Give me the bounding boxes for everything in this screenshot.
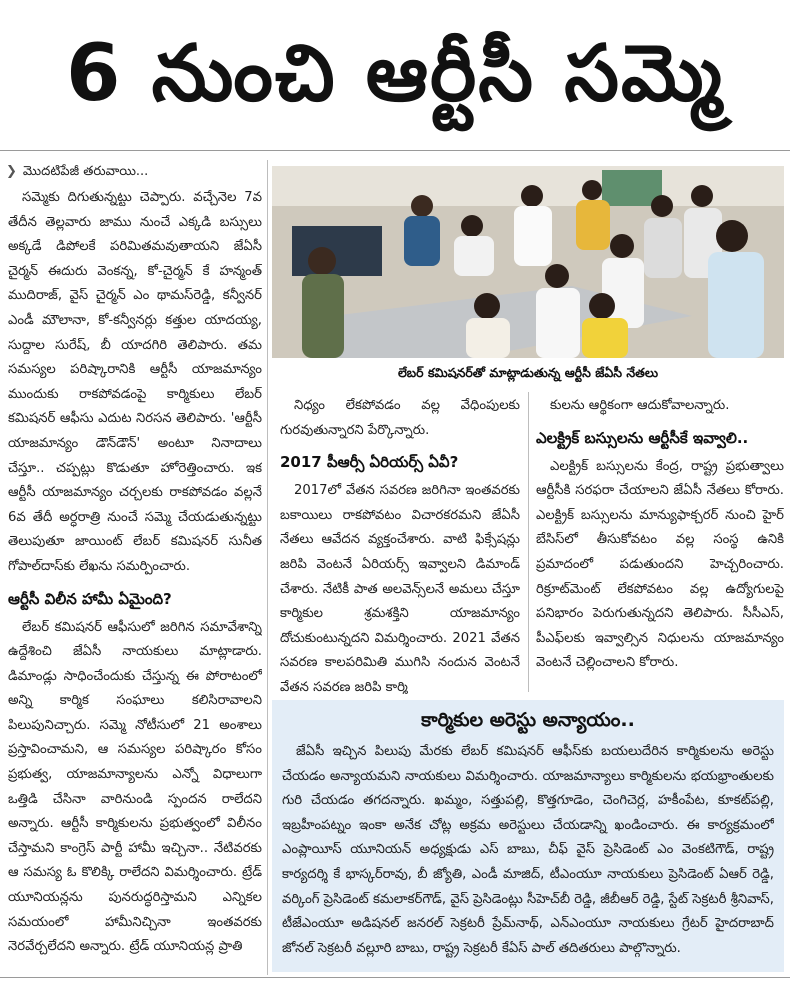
boxed-story-paragraph: జేఏసీ ఇచ్చిన పిలుపు మేరకు లేబర్ కమిషనర్ ఆఫీస్‌కు బయలుదేరిన కార్మికులను అరెస్టు చేయడం అన్యాయమని నాయకులు విమర్శించారు. యాజమాన్యాలు కార్మికులను భయభ్రాంతులకు గురి చేయడం తగదన్నారు. ఖమ్మం, సత్తుపల్లి, కొత్తగూడెం, చెంగిచెర్ల, హకీంపేట, కూకట్‌పల్లి, ఇబ్రహీంపట్నం ఇంకా అనేక చోట్ల అక్రమ అరెస్టులు చేయడాన్ని ఖండించారు. ఈ కార్యక్రమంలో ఎంప్లాయీస్ యూనియన్ అధ్యక్షుడు ఎస్ బాబు, చీఫ్ వైస్ ప్రెసిడెంట్ ఎం వెంకటిగౌడ్, రాష్ట్ర కార్యదర్శి కే భాస్కర్‌రావు, బీ జ్యోతి, ఎండీ మాజిద్, టీఎంయూ నాయకులు ప్రెసిడెంట్ ఏఆర్ రెడ్డి, వర్కింగ్ ప్రెసిడెంట్ కమలాకర్‌గౌడ్, వైస్ ప్రెసిడెంట్లు సీహెచ్‌బీ రెడ్డి, జీబీఆర్ రెడ్డి, స్టేట్ సెక్రటరీ శ్రీనివాస్, టీజేఎంయూ అడిషనల్ జనరల్ సెక్రటరీ ప్రేమ్‌నాథ్, ఎన్ఎంయూ నాయకులు గ్రేటర్ హైదరాబాద్ జోనల్ సెక్రటరీ వల్లూరి బాబు, రాష్ట్ర సెక్రటరీ కేఏస్ పాల్ తదితరులు పాల్గొన్నారు. <box>282 744 774 956</box>
photo-caption: లేబర్ కమిషనర్‌తో మాట్లాడుతున్న ఆర్టీసీ జేఏసీ నేతలు <box>397 365 659 380</box>
chevron-right-icon: ❯ <box>6 164 17 179</box>
continued-label <box>6 160 266 184</box>
headline-divider <box>0 150 790 151</box>
middle-subheading: 2017 పీఆర్సీ ఏరియర్స్ ఏవీ? <box>280 453 459 472</box>
middle-paragraph-1: నిధ్యం లేకపోవడం వల్ల వేధింపులకు గురవుతున్నారని పేర్కొన్నారు. <box>280 398 520 438</box>
boxed-story-body <box>282 740 774 966</box>
right-column <box>536 394 784 694</box>
middle-column <box>280 394 520 694</box>
boxed-story-title: కార్మికుల అరెస్టు అన్యాయం.. <box>421 709 635 731</box>
boxed-story <box>272 700 784 972</box>
right-paragraph-1: కులను ఆర్థికంగా ఆదుకోవాలన్నారు. <box>550 398 730 413</box>
middle-paragraph-2: 2017లో వేతన సవరణ జరిగినా ఇంతవరకు బకాయిలు రాకపోవటం విచారకరమని జేఏసీ నేతలు ఆవేదన వ్యక్తంచేశారు. వాటి ఫిక్సేషన్లు జరిపి వెంటనే ఏరియర్స్ ఇవ్వాలని డిమాండ్ చేశారు. నేటికీ పాత అలవెన్స్‌లనే అమలు చేస్తూ కార్మికుల శ్రమశక్తిని యాజమాన్యం దోచుకుంటున్నదని విమర్శించారు. 2021 వేతన సవరణ కాలపరిమితి ముగిసి నందున వెంటనే వేతన సవరణ జరిపి కార్మి <box>280 483 520 694</box>
news-photo <box>272 166 784 358</box>
left-column <box>8 186 262 976</box>
headline: 6 నుంచి ఆర్టీసీ సమ్మె <box>66 29 724 119</box>
right-paragraph-2: ఎలక్ట్రిక్ బస్సులను కేంద్ర, రాష్ట్ర ప్రభుత్వాలు ఆర్టీసీకి సరఫరా చేయాలని జేఏసీ నేతలు కోరారు. ఎలక్ట్రిక్ బస్సులను మాన్యుఫాక్చరర్ నుంచి హైర్ బేసిస్‌లో తీసుకోవటం వల్ల సంస్థ ఉనికి ప్రమాదంలో పడుతుందని హెచ్చరించారు. రిక్రూట్‌మెంట్ లేకపోవటం వల్ల ఉద్యోగులపై పనిభారం పెరుగుతున్నదని తెలిపారు. సీసీఎస్, పీఎఫ్‌లకు ఇవ్వాల్సిన నిధులను యాజమాన్యం వెంటనే చెల్లించాలని కోరారు. <box>536 458 784 671</box>
column-divider-2 <box>528 392 529 692</box>
right-subheading: ఎలక్ట్రిక్ బస్సులను ఆర్టీసీకే ఇవ్వాలి.. <box>536 428 749 447</box>
column-divider-1 <box>267 160 268 975</box>
left-subheading: ఆర్టీసీ విలీన హామీ ఏమైంది? <box>8 589 172 608</box>
left-paragraph-2: లేబర్ కమిషనర్ ఆఫీసులో జరిగిన సమావేశాన్ని ఉద్దేశించి జేఏసీ నాయకులు మాట్లాడారు. డిమాండ్లు సాధించేందుకు చేస్తున్న ఈ పోరాటంలో అన్ని కార్మిక సంఘాలు కలిసిరావాలని పిలుపునిచ్చారు. సమ్మె నోటీసులో 21 అంశాలు ప్రస్తావించామని, ఆ సమస్యల పరిష్కారం కోసం ప్రభుత్వ, యాజమాన్యాలను ఎన్నో విధాలుగా ఒత్తిడి చేసినా వారినుండి స్పందన రాలేదని అన్నారు. ఆర్టీసీ కార్మికులను ప్రభుత్వంలో విలీనం చేస్తామని కాంగ్రెస్ పార్టీ హామీ ఇచ్చినా.. నేటివరకు ఆ సమస్య ఓ కొలిక్కి రాలేదని విమర్శించారు. ట్రేడ్ యూనియన్లను పునరుద్ధరిస్తామని ఎన్నికల సమయంలో హామీనిచ్చినా ఇంతవరకు నెరవేర్చలేదని అన్నారు. ట్రేడ్ యూనియన్ల ప్రాతి <box>8 619 262 955</box>
left-paragraph-1: సమ్మెకు దిగుతున్నట్టు చెప్పారు. వచ్చేనెల 7వ తేదీన తెల్లవారు జాము నుంచే ఎక్కడి బస్సులు అక్కడే డిపోలకే పరిమితమవుతాయని జేఏసీ చైర్మన్ ఈదురు వెంకన్న, కో-చైర్మన్ కే హన్మంత్ ముదిరాజ్, వైస్ చైర్మన్ ఎం థామస్‌రెడ్డి, కన్వీనర్ ఎండీ మౌలానా, కో-కన్వీనర్లు కత్తుల యాదయ్య, సుద్దాల సురేష్, బీ యాదగిరి తెలిపారు. తమ సమస్యల పరిష్కారానికి ఆర్టీసీ యాజమాన్యం ముందుకు రాకపోవడంపై కార్మికులు లేబర్ కమిషనర్ ఆఫీసు ఎదుట నిరసన తెలిపారు. 'ఆర్టీసీ యాజమాన్యం డౌన్‌డౌన్' అంటూ నినాదాలు చేస్తూ.. చప్పట్లు కొడుతూ హోరెత్తించారు. ఇక ఆర్టీసీ యాజమాన్యం చర్చలకు రాకపోవడం వల్లనే 6వ తేదీ అర్ధరాత్రి నుంచే సమ్మె చేయడుతున్నట్టు తెలుపుతూ జాయింట్ లేబర్ కమిషనర్ సునీత గోపాల్‌దాస్‌కు లేఖను సమర్పించారు. <box>8 190 262 574</box>
bottom-divider <box>0 977 790 978</box>
continued-text: మొదటిపేజీ తరువాయి... <box>22 164 149 179</box>
meeting-photo-illustration <box>272 166 784 358</box>
